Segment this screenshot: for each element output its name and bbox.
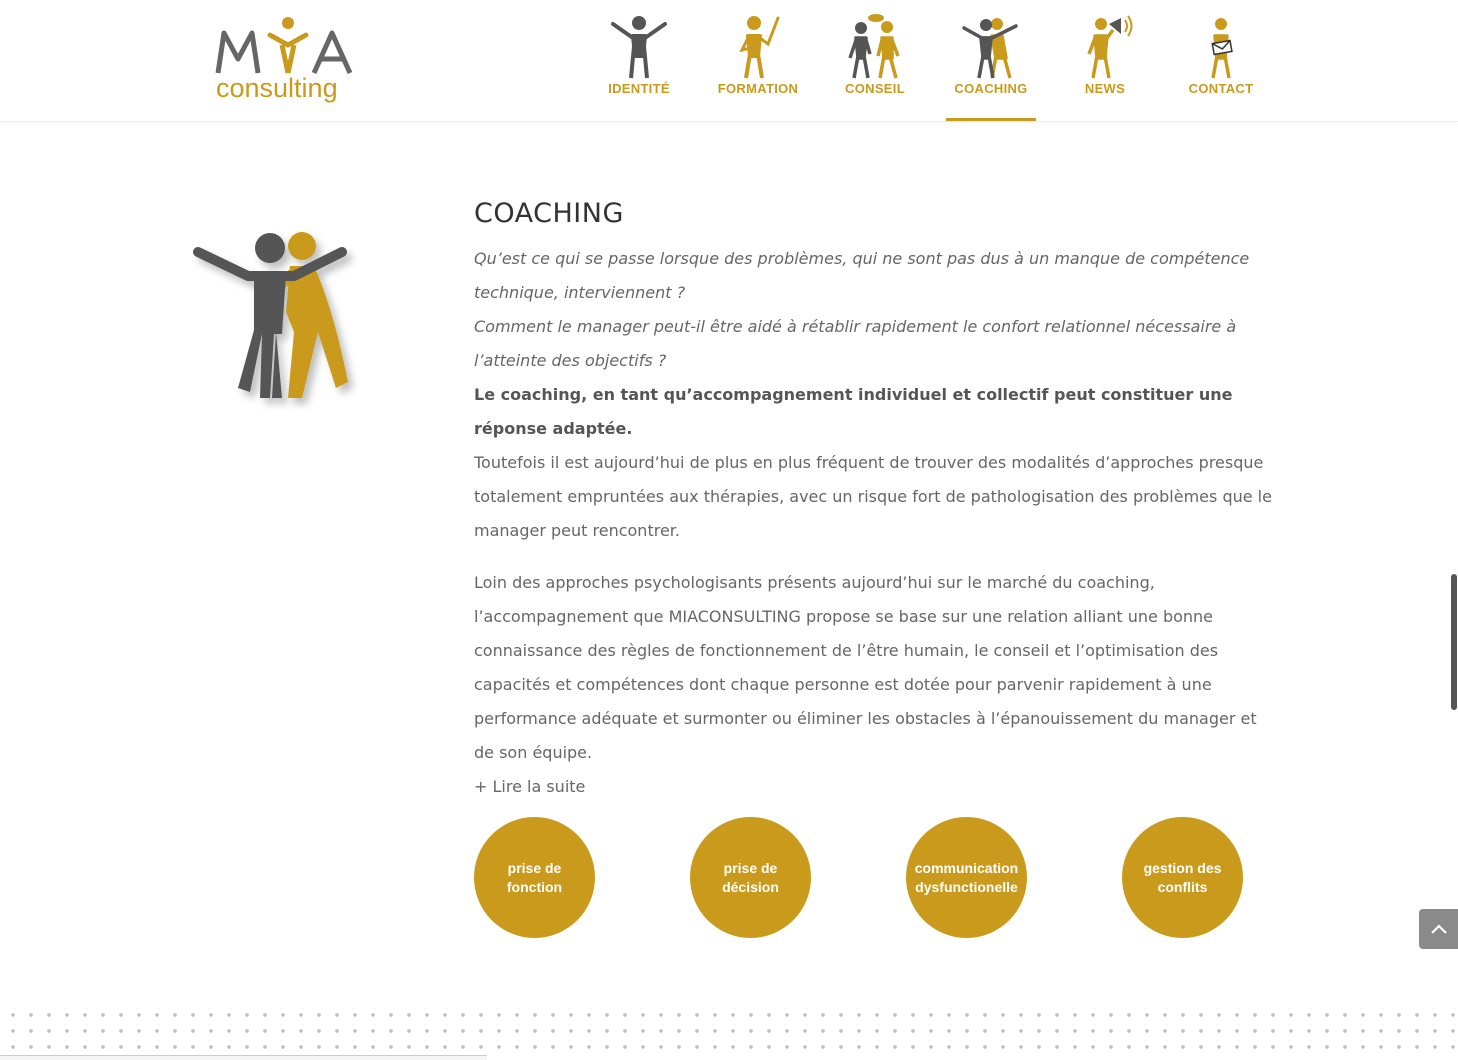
person-megaphone-icon [1075, 14, 1135, 80]
chevron-up-icon [1430, 923, 1448, 935]
nav-label: IDENTITÉ [608, 81, 670, 96]
nav-conseil[interactable] [840, 0, 910, 121]
active-indicator [946, 118, 1036, 121]
logo-subtitle: consulting [216, 73, 338, 103]
nav-label: FORMATION [717, 81, 799, 96]
spacer [474, 548, 1274, 566]
site-header [0, 0, 1458, 121]
topic-prise-de-fonction[interactable]: prise de fonction [474, 817, 595, 938]
topic-gestion-des-conflits[interactable]: gestion des conflits [1122, 817, 1243, 938]
page-title: COACHING [474, 198, 624, 229]
person-teaching-icon [728, 14, 788, 80]
nav-coaching[interactable] [946, 0, 1036, 121]
logo[interactable] [214, 15, 354, 105]
question-1: Qu’est ce qui se passe lorsque des problèmes, qui ne sont pas dus à un manque de compétence technique, interviennent ? [474, 249, 1250, 302]
question-2: Comment le manager peut-il être aidé à rétablir rapidement le confort relationnel nécessaire à l’atteinte des objectifs ? [474, 317, 1237, 370]
back-to-top-button[interactable] [1419, 909, 1458, 949]
two-persons-talking-icon [844, 14, 906, 80]
nav-identite[interactable] [603, 0, 675, 121]
topic-communication[interactable]: communication dysfunctionelle [906, 817, 1027, 938]
topic-prise-de-decision[interactable]: prise de décision [690, 817, 811, 938]
logo-mark-icon [214, 15, 354, 75]
vertical-scrollbar[interactable] [1451, 574, 1457, 710]
horizontal-scrollbar[interactable] [0, 1055, 487, 1060]
person-letter-icon [1191, 14, 1251, 80]
nav-label: CONSEIL [845, 81, 905, 96]
person-arms-up-icon [609, 14, 669, 80]
nav-label: CONTACT [1188, 81, 1254, 96]
key-statement: Le coaching, en tant qu’accompagnement individuel et collectif peut constituer une réponse adaptée. [474, 385, 1233, 438]
nav-news[interactable] [1075, 0, 1135, 121]
read-more-link[interactable]: + Lire la suite [474, 777, 586, 796]
paragraph-1: Toutefois il est aujourd’hui de plus en plus fréquent de trouver des modalités d’approches presque totalement empruntées aux thérapies, avec un risque fort de pathologisation des problèmes que le manager peut rencontrer. [474, 453, 1272, 540]
coaching-illustration [190, 222, 370, 422]
footer-dot-pattern [0, 1005, 1458, 1059]
nav-label: COACHING [954, 81, 1028, 96]
two-persons-embrace-icon [960, 14, 1022, 80]
coaching-topics [474, 817, 1274, 939]
nav-label: NEWS [1084, 81, 1126, 96]
coaching-content [474, 196, 1274, 804]
paragraph-2: Loin des approches psychologisants présents aujourd’hui sur le marché du coaching, l’accompagnement que MIACONSULTING propose se base sur une relation alliant une bonne connaissance des règles de fonctionnement de l’être humain, le conseil et l’optimisation des capacités et compétences dont chaque personne est dotée pour parvenir rapidement à une performance adéquate et surmonter ou éliminer les obstacles à l’épanouissement du manager et de son équipe. [474, 573, 1257, 762]
two-persons-embrace-icon [190, 222, 370, 422]
nav-contact[interactable] [1186, 0, 1256, 121]
nav-formation[interactable] [712, 0, 804, 121]
